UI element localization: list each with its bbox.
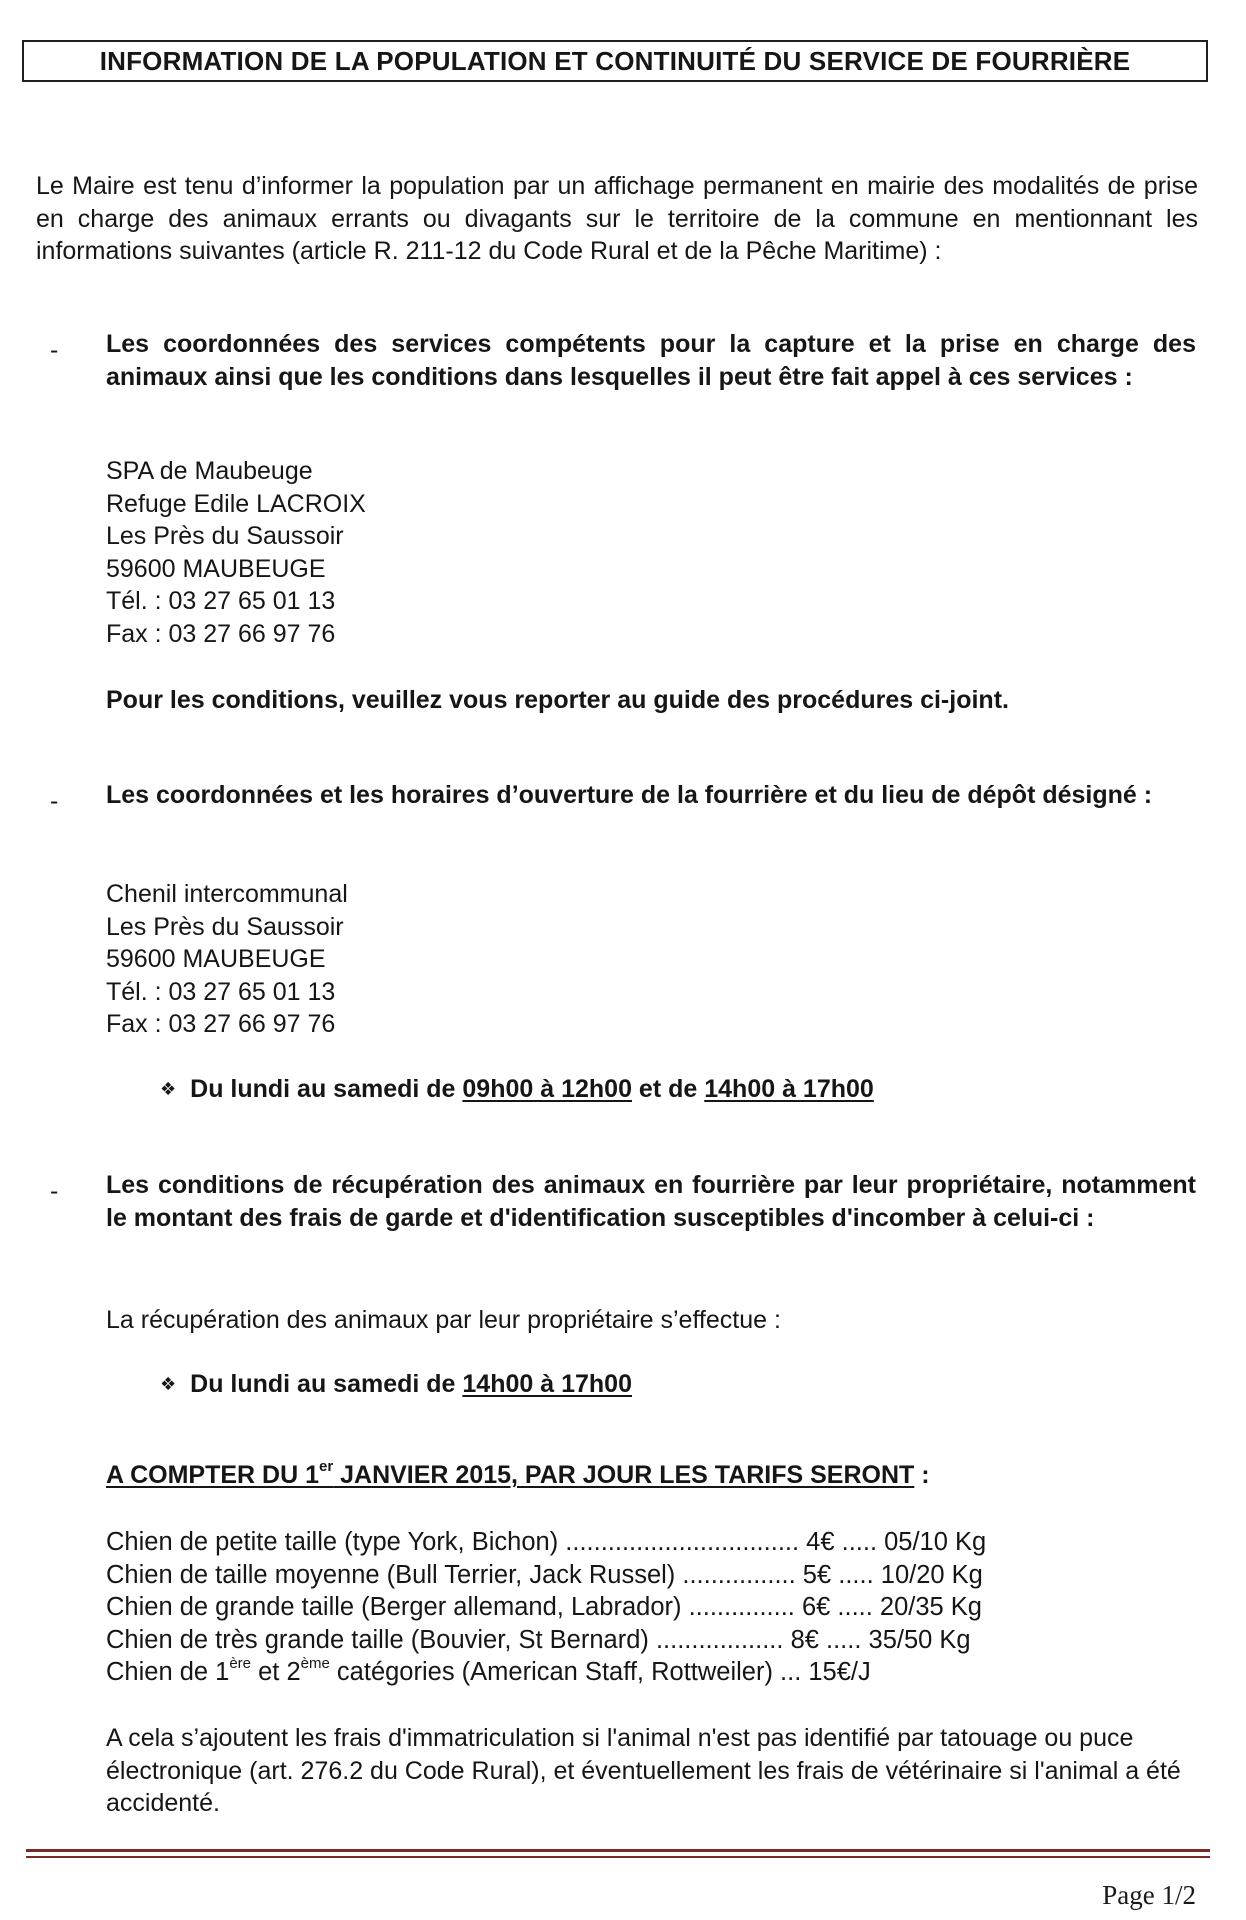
page-title: INFORMATION DE LA POPULATION ET CONTINUITÉ DU SERVICE DE FOURRIÈRE — [22, 40, 1208, 82]
opening-hours-prefix: Du lundi au samedi de — [190, 1075, 463, 1103]
tariff-special-c: catégories (American Staff, Rottweiler) ... 15€/J — [329, 1658, 871, 1686]
tariff-special-sup2: ème — [300, 1655, 330, 1672]
tariff-heading-suffix: : — [914, 1461, 930, 1489]
opening-hours-mid: et de — [631, 1075, 705, 1103]
section1-heading: Les coordonnées des services compétents pour la capture et la prise en charge des animaux ainsi que les conditions dans lesquelles il peut être fait appel à ces services : — [106, 330, 1196, 391]
tariff-heading-part1: A COMPTER DU 1 — [106, 1461, 319, 1489]
spa-fax: Fax : 03 27 66 97 76 — [106, 619, 336, 648]
tariff-special-sup1: ère — [229, 1655, 252, 1672]
recovery-hours-prefix: Du lundi au samedi de — [190, 1370, 463, 1398]
spa-tel: Tél. : 03 27 65 01 13 — [106, 587, 336, 615]
tariff-row: Chien de très grande taille (Bouvier, St Bernard) .................. 8€ ..... 35/50 Kg — [106, 1625, 971, 1654]
tariff-heading-part2: JANVIER 2015, PAR JOUR LES TARIFS SERONT — [333, 1461, 915, 1489]
kennel-city: 59600 MAUBEUGE — [106, 945, 326, 973]
spa-refuge: Refuge Edile LACROIX — [106, 489, 366, 518]
opening-hours-line — [160, 1073, 874, 1106]
kennel-address-block — [106, 878, 806, 1041]
tariff-special-b: et 2 — [251, 1658, 301, 1686]
extra-fees-paragraph: A cela s’ajoutent les frais d'immatriculation si l'animal n'est pas identifié par tatouage ou puce électronique (art. 276.2 du Code Rural), et éventuellement les frais de vétérinaire si l'animal a été accidenté. — [106, 1724, 1181, 1817]
tariff-heading-text — [106, 1458, 915, 1489]
recovery-intro: La récupération des animaux par leur propriétaire s’effectue : — [106, 1306, 781, 1334]
section2-dash: - — [50, 787, 59, 815]
kennel-street: Les Près du Saussoir — [106, 912, 344, 941]
tariff-row: Chien de petite taille (type York, Bichon) ................................. 4€ ..... 05/10 Kg — [106, 1528, 987, 1556]
tariff-list — [106, 1526, 1106, 1689]
tariff-special-a: Chien de 1 — [106, 1658, 230, 1686]
recovery-hours-range: 14h00 à 17h00 — [462, 1370, 632, 1398]
page-number: Page 1/2 — [1102, 1880, 1196, 1910]
kennel-name: Chenil intercommunal — [106, 880, 348, 908]
section3-heading: Les conditions de récupération des animaux en fourrière par leur propriétaire, notamment le montant des frais de garde et d'identification susceptibles d'incomber à celui-ci : — [106, 1171, 1196, 1232]
tariff-row-special — [106, 1656, 1106, 1689]
tariff-heading-sup: er — [318, 1458, 334, 1475]
diamond-bullet-icon: ❖ — [160, 1079, 177, 1099]
intro-paragraph: Le Maire est tenu d’informer la population par un affichage permanent en mairie des modalités de prise en charge des animaux errants ou divagants sur le territoire de la commune en mentionnant les informations suivantes (article R. 211-12 du Code Rural et de la Pêche Maritime) : — [36, 172, 1198, 265]
spa-name: SPA de Maubeuge — [106, 457, 313, 485]
kennel-tel: Tél. : 03 27 65 01 13 — [106, 977, 336, 1006]
opening-hours-afternoon: 14h00 à 17h00 — [704, 1075, 874, 1103]
section2-heading: Les coordonnées et les horaires d’ouverture de la fourrière et du lieu de dépôt désigné : — [106, 781, 1153, 809]
spa-street: Les Près du Saussoir — [106, 522, 344, 550]
footer-rule-thin — [26, 1856, 1210, 1858]
tariff-heading — [106, 1459, 930, 1492]
kennel-fax: Fax : 03 27 66 97 76 — [106, 1010, 336, 1038]
spa-city: 59600 MAUBEUGE — [106, 554, 326, 583]
section1-dash: - — [50, 336, 59, 364]
footer-rule — [26, 1849, 1210, 1852]
tariff-row: Chien de grande taille (Berger allemand, Labrador) ............... 6€ ..... 20/35 Kg — [106, 1593, 982, 1621]
tariff-row: Chien de taille moyenne (Bull Terrier, Jack Russel) ................ 5€ ..... 10/20 Kg — [106, 1560, 983, 1589]
diamond-bullet-icon: ❖ — [160, 1374, 177, 1394]
section3-dash: - — [50, 1177, 59, 1205]
section1-conditions: Pour les conditions, veuillez vous reporter au guide des procédures ci-joint. — [106, 686, 1009, 714]
opening-hours-morning: 09h00 à 12h00 — [462, 1075, 632, 1103]
spa-address-block — [106, 455, 806, 650]
recovery-hours-line — [160, 1368, 632, 1401]
